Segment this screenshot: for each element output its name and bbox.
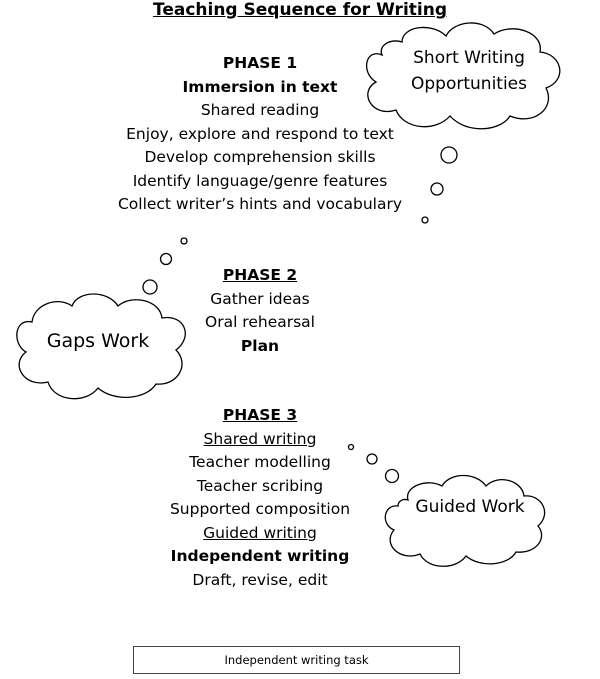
shared-writing-heading: Shared writing [203, 429, 317, 448]
phase-1-item: Identify language/genre features [132, 171, 388, 190]
phase-1-block [0, 52, 520, 217]
phase-1-item: Develop comprehension skills [144, 148, 376, 166]
phase-3-block [0, 404, 520, 592]
phase-3-item: Teacher scribing [196, 476, 324, 495]
gaps-work-label: Gaps Work [46, 330, 150, 352]
phase-3-item: Supported composition [169, 500, 351, 518]
phase-2-heading: PHASE 2 [222, 266, 298, 284]
thought-bubble [181, 238, 187, 244]
phase-2-item: Gather ideas [210, 289, 310, 308]
thought-bubble [422, 217, 428, 223]
short-writing-label: Short Writing Opportunities [411, 48, 527, 94]
independent-writing-heading: Independent writing [170, 547, 350, 565]
phase-2-plan: Plan [240, 336, 280, 355]
guided-work-label: Guided Work [415, 497, 525, 517]
phase-1-heading: PHASE 1 [222, 54, 298, 72]
phase-3-heading: PHASE 3 [222, 406, 298, 424]
independent-writing-task-box: Independent writing task [133, 646, 460, 674]
phase-3-item: Draft, revise, edit [192, 570, 328, 589]
phase-1-item: Collect writer’s hints and vocabulary [117, 195, 403, 213]
thought-bubble [161, 254, 172, 265]
phase-1-subheading: Immersion in text [182, 77, 338, 96]
phase-1-item: Shared reading [200, 101, 320, 119]
phase-2-item: Oral rehearsal [205, 313, 315, 331]
page-title: Teaching Sequence for Writing [152, 0, 447, 20]
phase-3-item: Teacher modelling [189, 453, 331, 471]
phase-2-block [0, 264, 520, 358]
guided-writing-heading: Guided writing [203, 523, 317, 542]
phase-1-item: Enjoy, explore and respond to text [126, 124, 394, 143]
